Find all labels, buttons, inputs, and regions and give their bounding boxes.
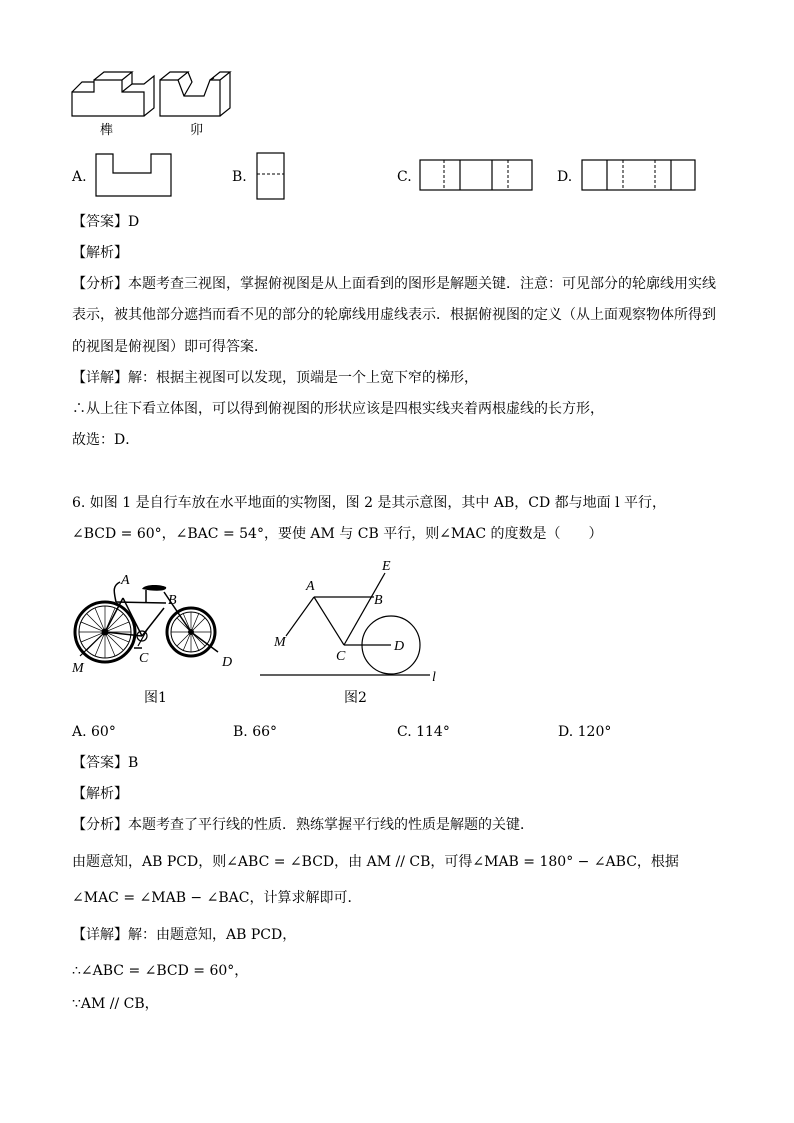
q6-detail-line-3: ∵AM // CB， [72, 996, 159, 1012]
mortise-label: 榫 [100, 123, 114, 138]
fig2-label-l: l [432, 670, 436, 685]
fig2-label-d: D [394, 639, 405, 654]
q5-detail-line-3: 故选：D． [72, 432, 140, 448]
tenon-block [160, 72, 230, 116]
segment-am [286, 597, 314, 636]
option-c-figure [419, 159, 534, 192]
bicycle-frame [105, 582, 218, 652]
tenon-label: 卯 [190, 123, 204, 138]
q5-fenxi-line-2: 表示，被其他部分遮挡而看不见的部分的轮廓线用虚线表示．根据俯视图的定义（从上面观察物体所得到 [72, 307, 716, 323]
q6-choice-a: A. 60° [72, 724, 116, 740]
q6-explain-line-2: ∠MAC = ∠MAB − ∠BAC，计算求解即可． [72, 890, 362, 906]
q6-detail-line-1: 【详解】解：由题意知，AB PCD， [72, 927, 297, 943]
option-d-figure [581, 159, 697, 192]
q6-choice-b: B. 66° [233, 724, 278, 740]
option-b-figure [256, 152, 286, 200]
fig2-label-m: M [274, 635, 286, 650]
option-b-label: B. [232, 169, 247, 185]
q6-stem-line-1: 6. 如图 1 是自行车放在水平地面的实物图，图 2 是其示意图，其中 AB，CD 都与地面 l 平行， [72, 495, 667, 511]
q5-fenxi-line-1: 【分析】本题考查三视图，掌握俯视图是从上面看到的图形是解题关键．注意：可见部分的轮廓线用实线 [72, 276, 716, 292]
fig1-label-d: D [222, 655, 233, 670]
option-a-figure [95, 153, 173, 197]
fig1-label-b: B [168, 593, 177, 608]
q6-fenxi: 【分析】本题考查了平行线的性质．熟练掌握平行线的性质是解题的关键． [72, 817, 534, 833]
fig2-label-b: B [374, 593, 383, 608]
q6-explain-line-1: 由题意知，AB PCD，则∠ABC = ∠BCD，由 AM // CB，可得∠MAB = 180° − ∠ABC，根据 [72, 854, 679, 870]
q5-answer: 【答案】D [72, 214, 140, 230]
fig2-caption: 图2 [344, 690, 367, 706]
q6-analysis-title: 【解析】 [72, 786, 128, 802]
fig2-label-e: E [382, 559, 391, 574]
option-c-label: C. [397, 169, 412, 185]
q6-answer: 【答案】B [72, 755, 139, 771]
q5-detail-line-1: 【详解】解：根据主视图可以发现，顶端是一个上宽下窄的梯形， [72, 370, 478, 386]
fig1-caption: 图1 [144, 690, 167, 706]
fig2-label-a: A [306, 579, 315, 594]
q6-stem-line-2: ∠BCD = 60°，∠BAC = 54°，要使 AM 与 CB 平行，则∠MAC 的度数是（ ） [72, 526, 603, 542]
fig1-label-a: A [121, 573, 130, 588]
mortise-tenon-figure [70, 70, 240, 120]
q5-fenxi-line-3: 的视图是俯视图）即可得答案． [72, 339, 268, 355]
schematic-figure [258, 560, 448, 685]
segment-ac [314, 597, 344, 645]
option-a-label: A. [72, 169, 87, 185]
fig2-label-c: C [336, 649, 346, 664]
option-d-label: D. [557, 169, 573, 185]
q6-choice-d: D. 120° [558, 724, 612, 740]
mortise-block [72, 72, 154, 116]
fig1-label-m: M [72, 661, 84, 676]
q6-choice-c: C. 114° [397, 724, 450, 740]
bicycle-figure [68, 570, 243, 680]
fig1-label-c: C [139, 651, 149, 666]
q5-detail-line-2: ∴从上往下看立体图，可以得到俯视图的形状应该是四根实线夹着两根虚线的长方形， [72, 401, 604, 417]
q5-analysis-title: 【解析】 [72, 245, 128, 261]
q6-detail-line-2: ∴∠ABC = ∠BCD = 60°， [72, 963, 249, 979]
bicycle-saddle [142, 585, 166, 591]
